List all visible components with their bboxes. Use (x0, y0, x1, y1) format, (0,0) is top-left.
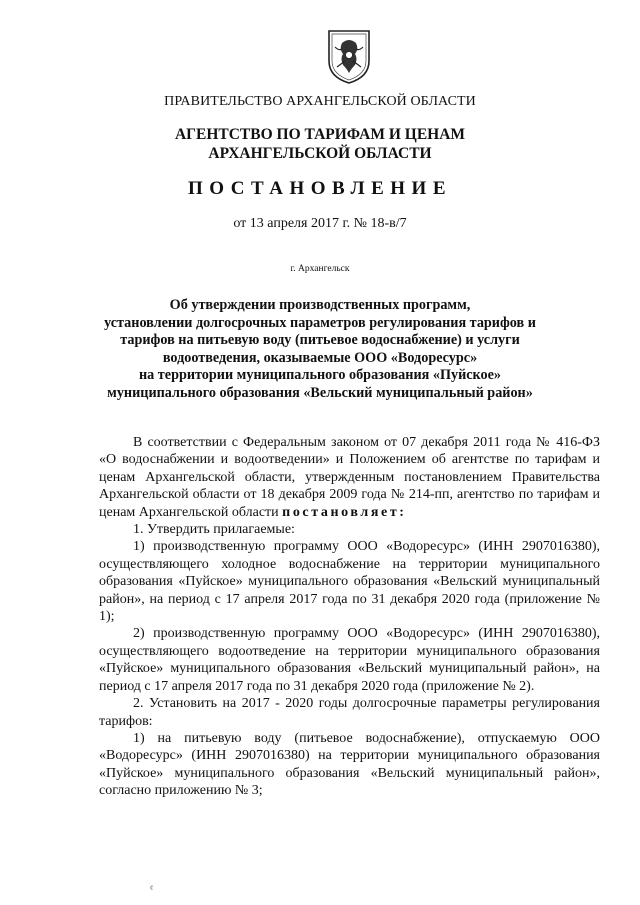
agency-title (0, 125, 640, 163)
paragraph-item-1-2: 2) производственную программу ООО «Водоресурс» (ИНН 2907016380), осуществляющего водоотведение на территории муниципального образования «Пуйское» муниципального образования «Вельский муниципальный район», на период с 17 апреля 2017 года по 31 декабря 2020 года (приложение № 2). (99, 626, 600, 694)
paragraph-item-2: 2. Установить на 2017 - 2020 годы долгосрочные параметры регулирования тарифов: (99, 696, 600, 729)
paragraph-item-1: 1. Утвердить прилагаемые: (133, 522, 295, 538)
document-type: ПОСТАНОВЛЕНИЕ (187, 178, 453, 199)
subject-line-1: Об утверждении производственных программ, (169, 297, 471, 313)
subject-line-2: установлении долгосрочных параметров регулирования тарифов и (104, 314, 536, 331)
preamble-text: В соответствии с Федеральным законом от 07 декабря 2011 года № 416-ФЗ «О водоснабжении и водоотведении» и Положением об агентстве по тарифам и ценам Архангельской области, утвержденным постановлением Правительства Архангельской области от 18 декабря 2009 года № 214-пп, агентство по тарифам и ценам Архангельской области (99, 435, 600, 520)
subject-line-6: муниципального образования «Вельский муниципальный район» (107, 384, 533, 401)
paragraph-item-1-1: 1) производственную программу ООО «Водоресурс» (ИНН 2907016380), осуществляющего холодное водоснабжение на территории муниципального образования «Пуйское» муниципального образования «Вельский муниципальный район», на период с 17 апреля 2017 года по 31 декабря 2020 года (приложение № 1); (99, 539, 600, 625)
document-body (99, 434, 600, 800)
paragraph-item-2-1: 1) на питьевую воду (питьевое водоснабжение), отпускаемую ООО «Водоресурс» (ИНН 2907016380) на территории муниципального образования «Пуйское» муниципального образования «Вельский муниципальный район», согласно приложению № 3; (99, 730, 600, 799)
subject-line-5: на территории муниципального образования «Пуйское» (138, 367, 502, 384)
agency-title-line-1: АГЕНТСТВО ПО ТАРИФАМ И ЦЕНАМ (174, 126, 466, 143)
resolves-word: постановляет: (282, 504, 407, 520)
agency-title-line-2: АРХАНГЕЛЬСКОЙ ОБЛАСТИ (208, 145, 432, 162)
paragraph-preamble (99, 434, 600, 521)
document-subject (80, 297, 560, 403)
subject-line-3: тарифов на питьевую воду (питьевое водоснабжение) и услуги (120, 332, 520, 349)
government-title: ПРАВИТЕЛЬСТВО АРХАНГЕЛЬСКОЙ ОБЛАСТИ (164, 94, 476, 109)
subject-line-4: водоотведения, оказываемые ООО «Водоресурс» (162, 349, 478, 366)
coat-of-arms-icon (325, 27, 373, 85)
document-city: г. Архангельск (290, 264, 350, 274)
document-date-number: от 13 апреля 2017 г. № 18-в/7 (233, 216, 407, 231)
page-mark: ¢ (150, 884, 154, 892)
